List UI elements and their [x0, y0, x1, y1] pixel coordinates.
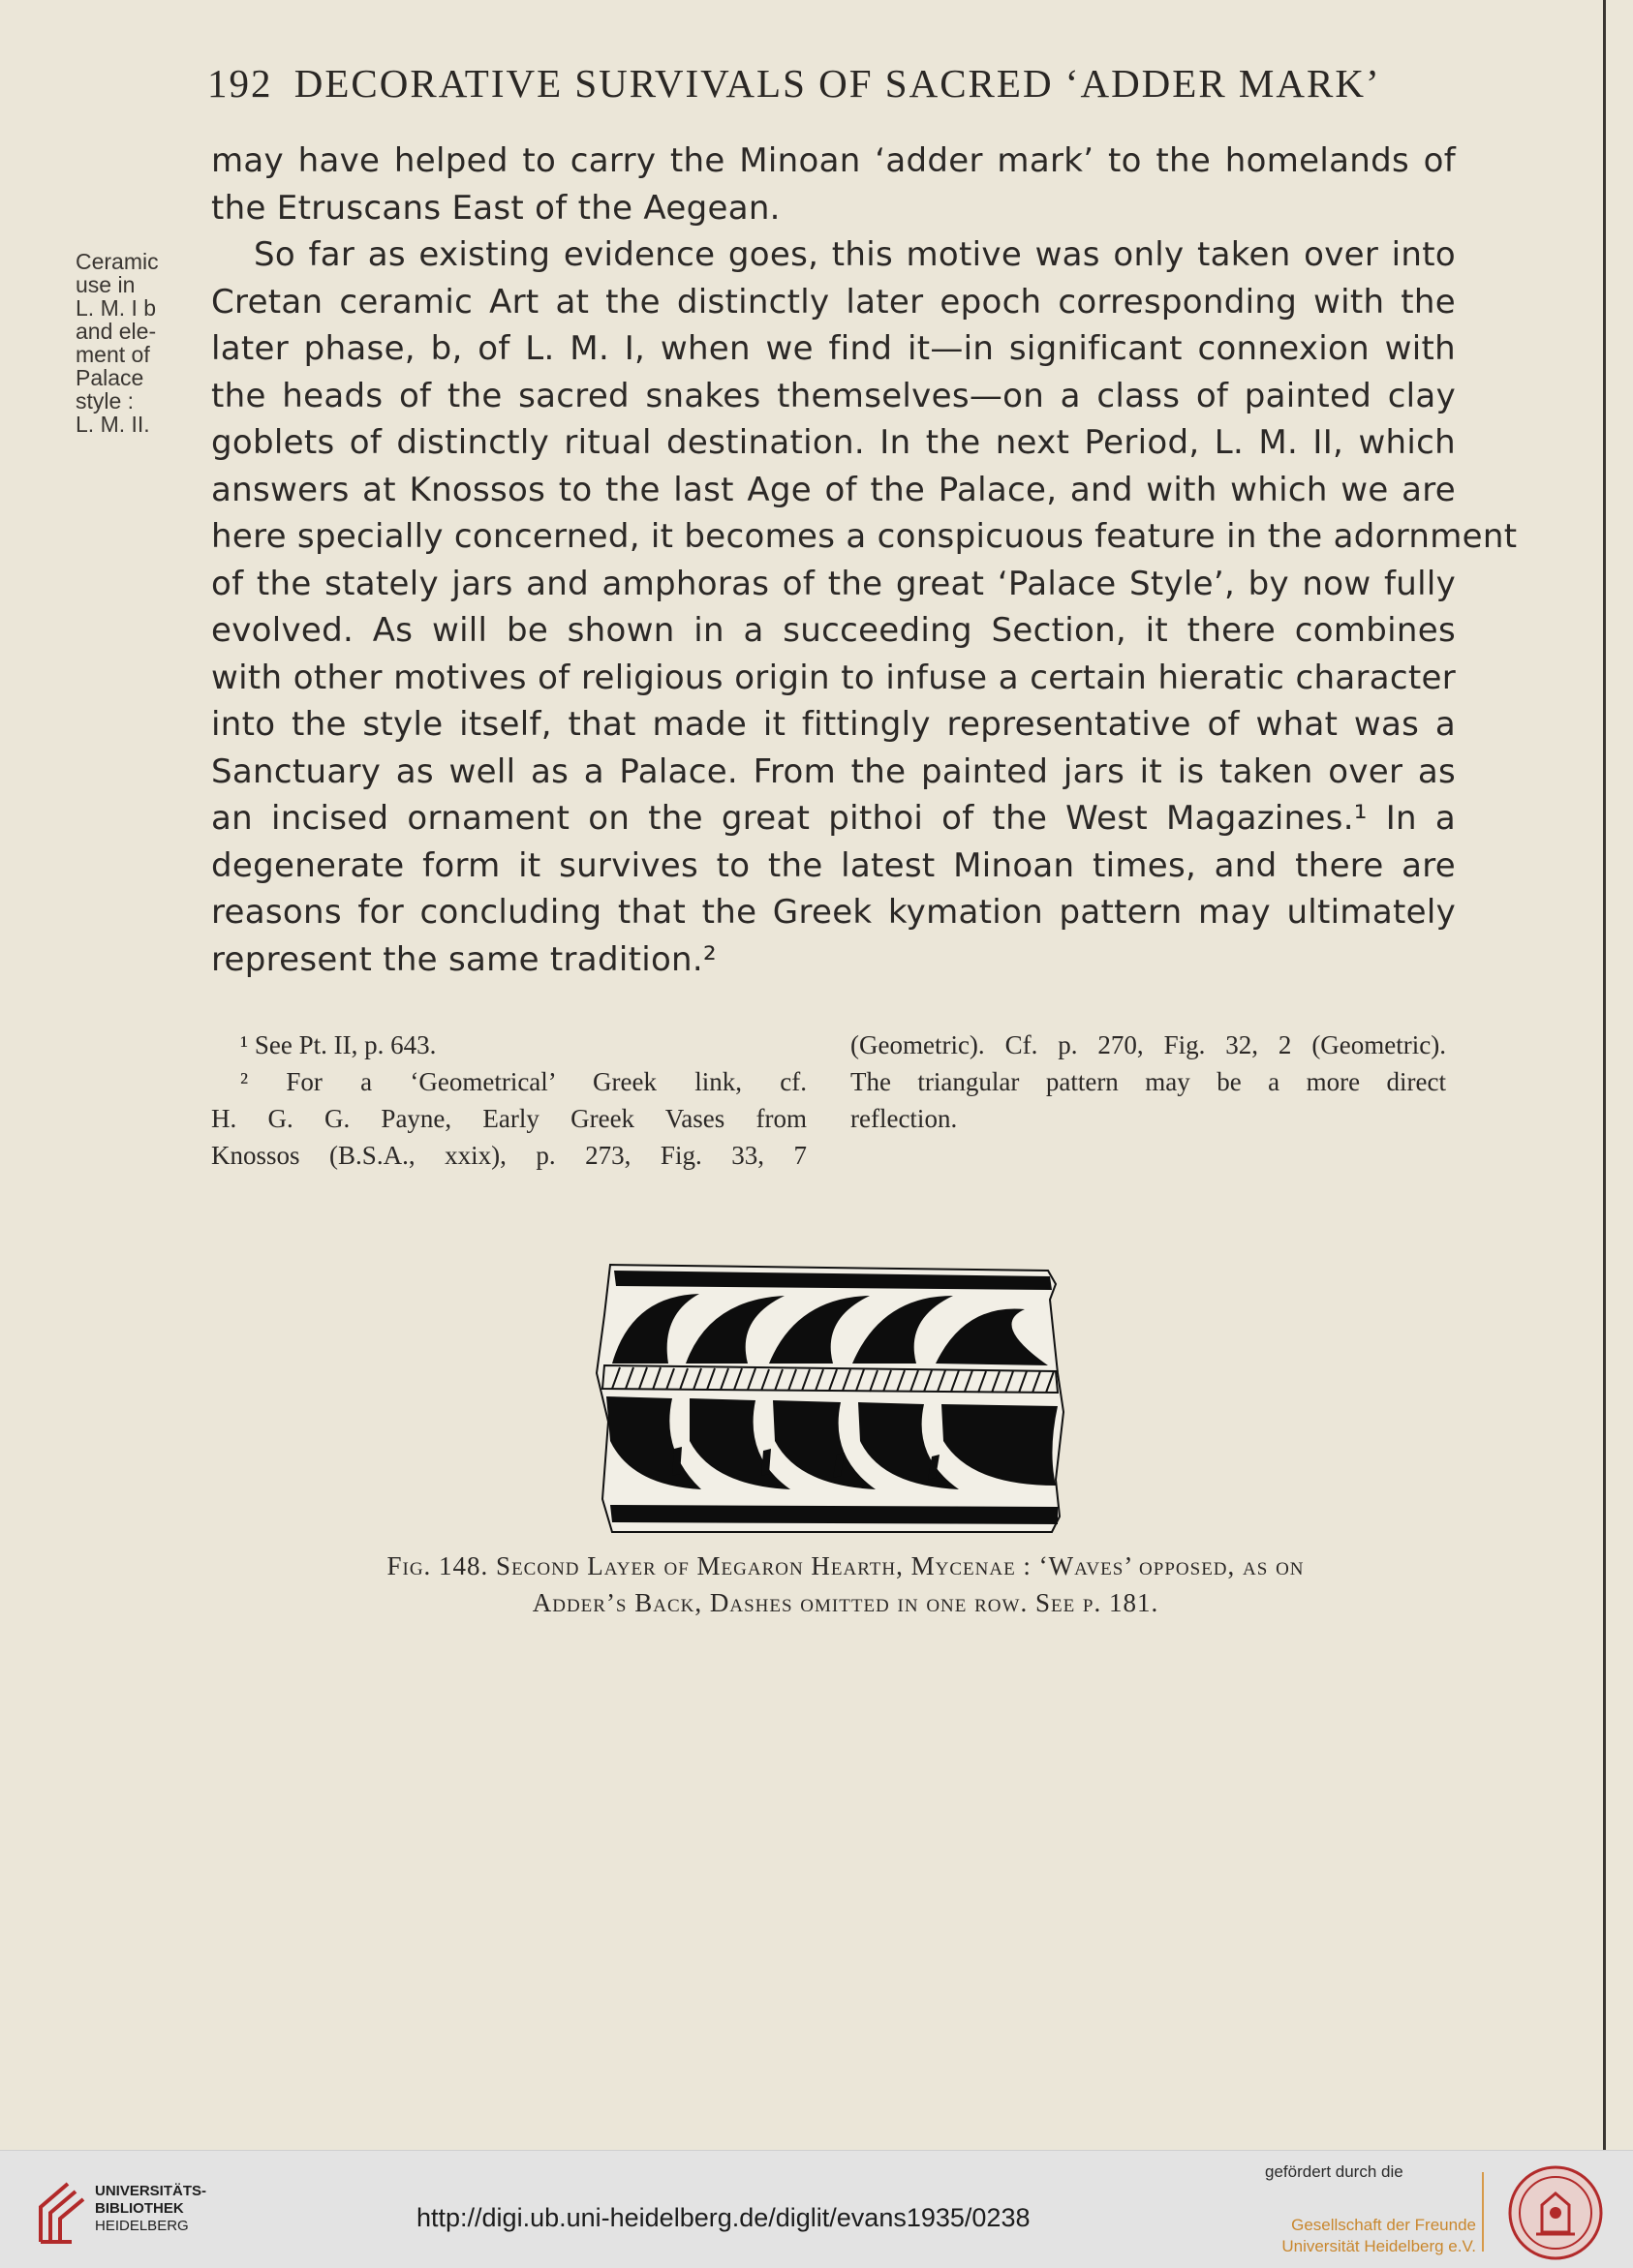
sponsor-name-line: Universität Heidelberg e.V.: [1281, 2237, 1476, 2255]
body-line: Sanctuary as well as a Palace. From the painted jars it is taken over as: [211, 751, 1456, 791]
caption-line: Adder’s Back, Dashes omitted in one row. See p. 181.: [532, 1588, 1159, 1617]
margin-note-line: use in: [76, 272, 136, 297]
sponsor-name-line: Gesellschaft der Freunde: [1291, 2216, 1476, 2234]
library-name: [95, 2183, 206, 2235]
sponsor-name: [1265, 2215, 1476, 2257]
body-line: Cretan ceramic Art at the distinctly later epoch corresponding with the: [211, 282, 1456, 322]
body-line: an incised ornament on the great pithoi of the West Magazines.¹ In a: [211, 799, 1456, 838]
running-header: [207, 60, 1466, 107]
body-line: reasons for concluding that the Greek kymation pattern may ultimately: [211, 893, 1456, 932]
footnotes-right-column: [850, 1027, 1446, 1137]
digitization-footer: [0, 2150, 1633, 2268]
margin-note-line: Palace: [76, 365, 144, 390]
body-line: So far as existing evidence goes, this motive was only taken over into: [254, 235, 1456, 274]
body-line: the Etruscans East of the Aegean.: [211, 188, 781, 228]
library-name-line: BIBLIOTHEK: [95, 2200, 184, 2217]
footnote-line: ² For a ‘Geometrical’ Greek link, cf.: [240, 1067, 807, 1096]
body-line: later phase, b, of L. M. I, when we find it—in significant connexion with: [211, 329, 1456, 368]
university-seal-icon: [1507, 2164, 1604, 2261]
body-line: evolved. As will be shown in a succeeding Section, it there combines: [211, 611, 1456, 650]
body-line: the heads of the sacred snakes themselves—on a class of painted clay: [211, 376, 1456, 415]
margin-note-line: and ele-: [76, 319, 157, 344]
ub-heidelberg-logo-icon: [33, 2178, 91, 2246]
page-gutter-line: [1603, 0, 1606, 2150]
body-line: of the stately jars and amphoras of the great ‘Palace Style’, by now fully: [211, 564, 1456, 603]
margin-note-line: L. M. II.: [76, 412, 150, 437]
footnote-line: H. G. G. Payne, Early Greek Vases from: [211, 1104, 807, 1133]
body-line: with other motives of religious origin to infuse a certain hieratic character: [211, 658, 1456, 697]
margin-note-line: style :: [76, 388, 135, 414]
sponsor-divider: [1482, 2172, 1484, 2252]
body-line: answers at Knossos to the last Age of the Palace, and with which we are: [211, 470, 1456, 509]
body-line: represent the same tradition.²: [211, 939, 717, 979]
permalink-url[interactable]: http://digi.ub.uni-heidelberg.de/diglit/evans1935/0238: [416, 2203, 1031, 2232]
margin-note-line: Ceramic: [76, 249, 159, 274]
footnote-line: reflection.: [850, 1104, 958, 1133]
page-number: 192: [207, 61, 273, 106]
figure-caption: [250, 1548, 1441, 1621]
margin-note-line: ment of: [76, 342, 150, 367]
footnote-line: (Geometric). Cf. p. 270, Fig. 32, 2 (Geometric).: [850, 1030, 1446, 1059]
footnote-line: Knossos (B.S.A., xxix), p. 273, Fig. 33, 7: [211, 1141, 807, 1170]
caption-line: Fig. 148. Second Layer of Megaron Hearth, Mycenae : ‘Waves’ opposed, as on: [386, 1551, 1305, 1580]
body-text: [211, 138, 1518, 983]
margin-note-line: L. M. I b: [76, 295, 157, 321]
footnotes-left-column: [211, 1027, 807, 1174]
body-line: here specially concerned, it becomes a conspicuous feature in the adornment: [211, 517, 1518, 556]
library-name-line: UNIVERSITÄTS-: [95, 2183, 207, 2199]
body-line: degenerate form it survives to the latest Minoan times, and there are: [211, 845, 1456, 885]
footnote-line: The triangular pattern may be a more direct: [850, 1067, 1446, 1096]
body-line: into the style itself, that made it fittingly representative of what was a: [211, 705, 1456, 744]
footnote-line: ¹ See Pt. II, p. 643.: [240, 1030, 437, 1059]
margin-note: [76, 250, 192, 436]
figure-148-hearth-pattern: [593, 1257, 1067, 1538]
running-title: DECORATIVE SURVIVALS OF SACRED ‘ADDER MARK’: [293, 61, 1381, 106]
body-line: may have helped to carry the Minoan ‘adder mark’ to the homelands of: [211, 141, 1456, 180]
sponsor-label: gefördert durch die: [1265, 2162, 1403, 2181]
library-name-line: HEIDELBERG: [95, 2218, 189, 2234]
body-line: goblets of distinctly ritual destination. In the next Period, L. M. II, which: [211, 423, 1456, 462]
